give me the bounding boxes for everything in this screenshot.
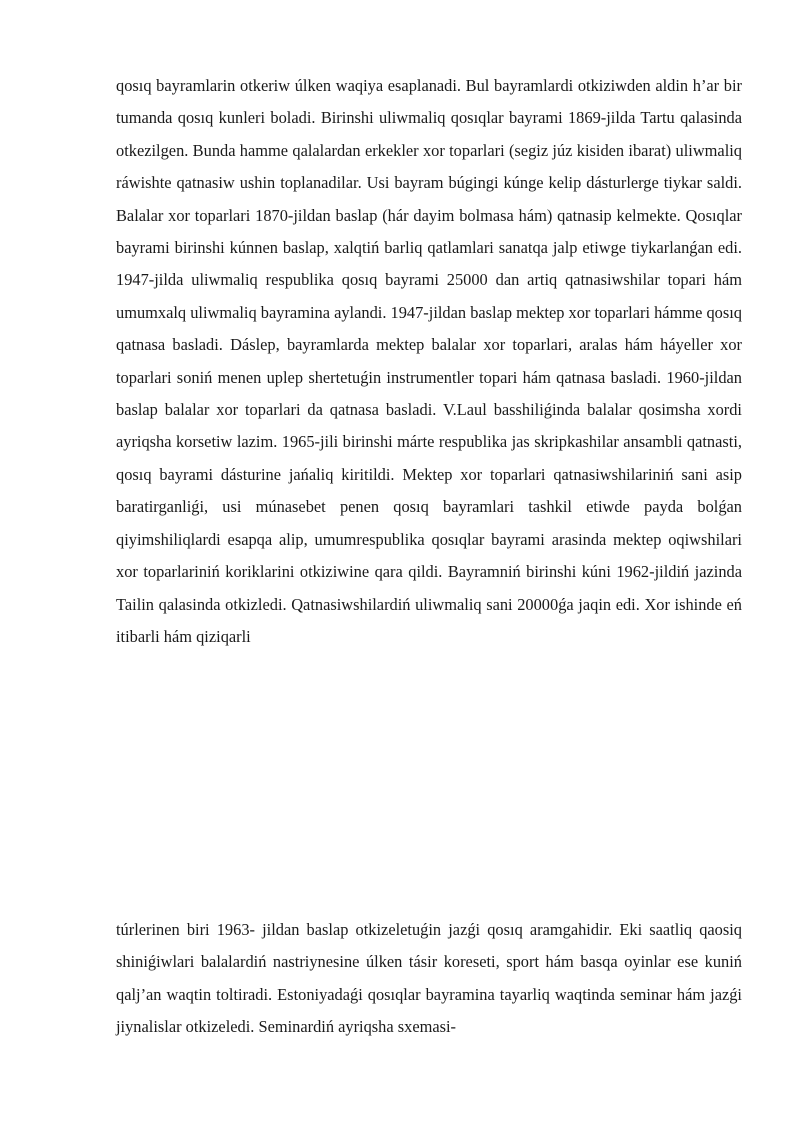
body-paragraph: túrlerinen biri 1963- jildan baslap otkizeletuǵin jazǵi qosıq aramgahidir. Eki saatliq qaosiq shiniǵiwlari balalardiń nastriynesine úlken tásir koreseti, sport hám basqa oyinlar ese kuniń qalj’an waqtin toltiradi. Estoniyadaǵi qosıqlar bayramina tayarliq waqtinda seminar hám jazǵi jiynalislar otkizeledi. Seminardiń ayriqsha sxemasi- [116,920,742,1037]
body-paragraph: qosıq bayramlarin otkeriw úlken waqiya esaplanadi. Bul bayramlardi otkiziwden aldin h’ar bir tumanda qosıq kunleri boladi. Birinshi uliwmaliq qosıqlar bayrami 1869-jilda Tartu qalasinda otkezilgen. Bunda hamme qalalardan erkekler xor toparlari (segiz júz kisiden ibarat) uliwmaliq ráwishte qatnasiw ushin toplanadilar. Usi bayram búgingi kúnge kelip dásturlerge tiykar saldi. Balalar xor toparlari 1870-jildan baslap (hár dayim bolmasa hám) qatnasip kelmekte. Qosıqlar bayrami birinshi kúnnen baslap, xalqtiń barliq qatlamlari sanatqa jalp etiwge tiykarlanǵan edi. 1947-jilda uliwmaliq respublika qosıq bayrami 25000 dan artiq qatnasiwshilar topari hám umumxalq uliwmaliq bayramina aylandi. 1947-jildan baslap mektep xor toparlari hámme qosıq qatnasa basladi. Dáslep, bayramlarda mektep balalar xor toparlari, aralas hám háyeller xor toparlari soniń menen uplep shertetuǵin instrumentler topari hám qatnasa basladi. 1960-jildan baslap balalar xor toparlari da qatnasa basladi. V.Laul basshiliǵinda balalar qosimsha xordi ayriqsha korsetiw lazim. 1965-jili birinshi márte respublika jas skripkashilar ansambli qatnasti, qosıq bayrami dásturine jańaliq kiritildi. Mektep xor toparlari qatnasiwshilariniń sani asip baratirganliǵi, usi múnasebet penen qosıq bayramlari tashkil etiwde payda bolǵan qiyimshiliqlardi esapqa alip, umumrespublika qosıqlar bayrami arasinda mektep oqiwshilari xor toparlariniń koriklarini otkiziwine qara qildi. Bayramniń birinshi kúni 1962-jildiń jazinda Tailin qalasinda otkizledi. Qatnasiwshilardiń uliwmaliq sani 20000ǵa jaqin edi. Xor ishinde eń itibarli hám qiziqarli [116,76,742,646]
